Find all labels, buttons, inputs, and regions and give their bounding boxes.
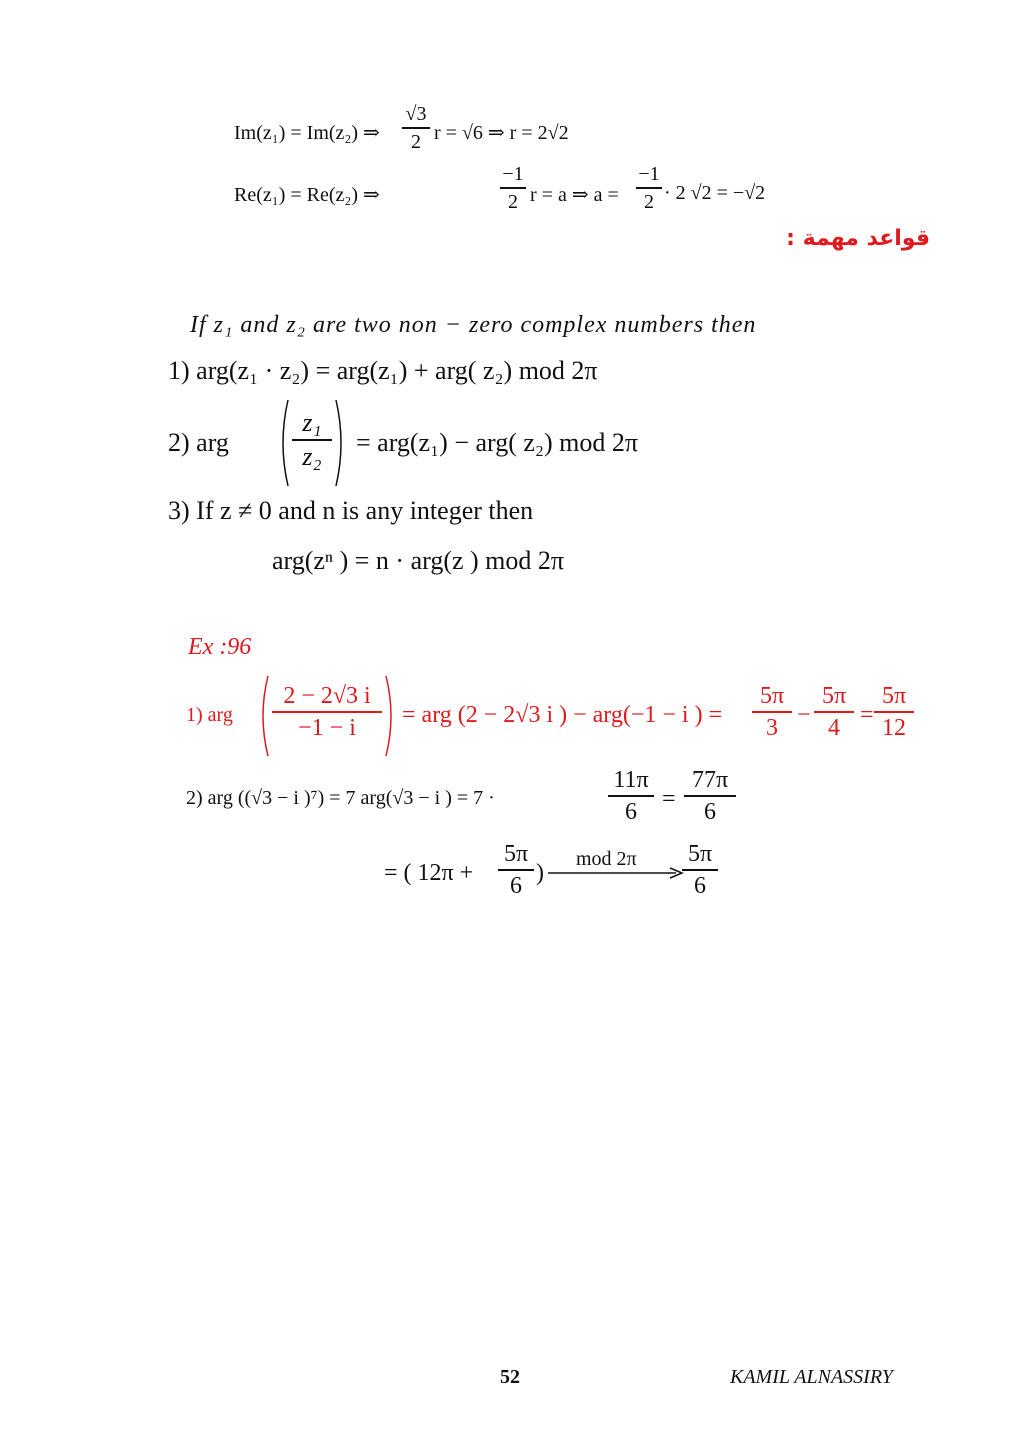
ex-line1-minus: − <box>797 702 811 728</box>
ex-line2-frac-a-num: 11π <box>613 767 649 793</box>
ex-line2-frac-b <box>684 768 736 824</box>
re-fraction-2-den: 2 <box>644 190 654 213</box>
ex-line1-label: 1) arg <box>186 704 233 726</box>
ex-line1-right-paren <box>384 674 398 758</box>
rule-2-left-paren <box>276 398 290 488</box>
rules-intro: If z₁ and z₂ are two non − zero complex numbers then <box>190 312 757 338</box>
ex-line2-equals: = <box>662 786 676 812</box>
ex-line3-close-paren: ) <box>536 860 544 886</box>
rule-2-rest: = arg(z₁) − arg( z₂) mod 2π <box>356 428 638 457</box>
ex-line1-left-paren <box>256 674 270 758</box>
ex-line1-frac-c-den: 12 <box>882 714 906 741</box>
im-fraction-num: √3 <box>405 103 427 125</box>
rule-1: 1) arg(z₁ · z₂) = arg(z₁) + arg( z₂) mod 2π <box>168 356 598 385</box>
ex-line1-frac-c-num: 5π <box>881 683 907 709</box>
ex-line3-frac-b-den: 6 <box>694 872 706 899</box>
ex-line2-frac-b-den: 6 <box>704 798 716 825</box>
re-fraction-2 <box>636 164 662 212</box>
rule-2-den: z₂ <box>302 441 322 471</box>
ex-line1-frac-b <box>814 684 854 740</box>
ex-line3-frac-b <box>682 842 718 898</box>
ex-line3-frac-a <box>498 842 534 898</box>
im-equation-right: r = √6 ⇒ r = 2√2 <box>434 122 569 144</box>
ex-line2-frac-a-den: 6 <box>625 798 637 825</box>
ex-line3-arrow-label: mod 2π <box>576 848 637 870</box>
ex-line1-den: −1 − i <box>298 714 356 741</box>
ex-line1-frac-b-num: 5π <box>821 683 847 709</box>
ex-line1-equals: = <box>860 702 874 728</box>
ex-line1-frac-a-den: 3 <box>766 714 778 741</box>
ex-line1-frac-a <box>752 684 792 740</box>
rule-3: 3) If z ≠ 0 and n is any integer then <box>168 496 534 525</box>
rule-2-num: z₁ <box>302 408 322 437</box>
re-equation-mid: r = a ⇒ a = <box>530 184 619 206</box>
page-number: 52 <box>500 1366 520 1388</box>
rule-3-formula: arg(zⁿ ) = n · arg(z ) mod 2π <box>272 546 565 575</box>
arabic-heading: قواعد مهمة : <box>786 226 930 251</box>
ex-line3-frac-b-num: 5π <box>687 841 713 867</box>
ex-line3-left: = ( 12π + <box>384 860 474 886</box>
re-equation-left: Re(z₁) = Re(z₂) ⇒ <box>234 184 380 206</box>
example-title: Ex :96 <box>188 634 252 660</box>
im-fraction <box>402 104 430 152</box>
im-equation-left: Im(z₁) = Im(z₂) ⇒ <box>234 122 380 144</box>
im-fraction-den: 2 <box>411 130 421 153</box>
rule-2-fraction <box>292 410 332 470</box>
ex-line3-frac-a-num: 5π <box>503 841 529 867</box>
ex-line2-left: 2) arg ((√3 − i )⁷) = 7 arg(√3 − i ) = 7 · <box>186 787 495 809</box>
ex-line1-mid: = arg (2 − 2√3 i ) − arg(−1 − i ) = <box>402 702 723 728</box>
rule-2-label: 2) arg <box>168 428 229 457</box>
ex-line2-frac-a <box>608 768 654 824</box>
ex-line2-frac-b-num: 77π <box>691 767 729 793</box>
ex-line1-fraction <box>272 684 382 740</box>
ex-line1-frac-c <box>874 684 914 740</box>
ex-line1-frac-a-num: 5π <box>759 683 785 709</box>
ex-line1-frac-b-den: 4 <box>828 714 840 741</box>
ex-line1-num: 2 − 2√3 i <box>283 683 371 709</box>
ex-line3-frac-a-den: 6 <box>510 872 522 899</box>
re-equation-right: · 2 √2 = −√2 <box>664 182 766 204</box>
re-fraction-num: −1 <box>502 163 524 185</box>
re-fraction-den: 2 <box>508 190 518 213</box>
author-name: KAMIL ALNASSIRY <box>730 1366 893 1388</box>
re-fraction <box>500 164 526 212</box>
ex-line3-arrow <box>546 866 686 880</box>
rule-2-right-paren <box>334 398 348 488</box>
re-fraction-2-num: −1 <box>638 163 660 185</box>
